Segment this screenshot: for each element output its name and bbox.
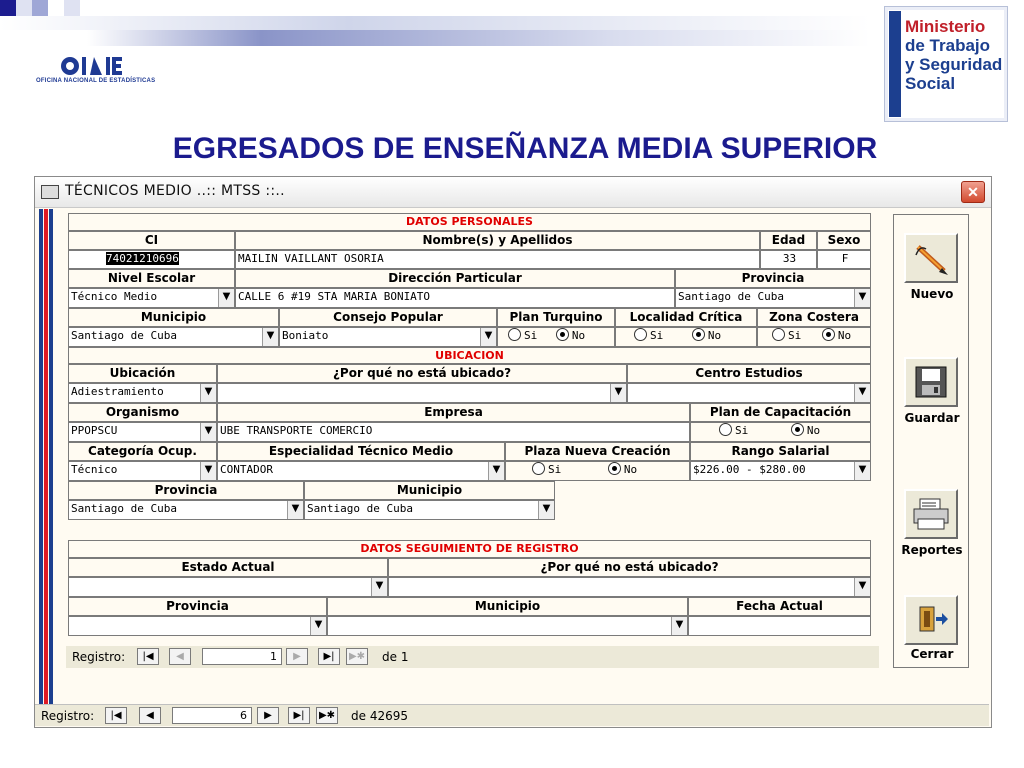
plan-capacitacion-radios bbox=[690, 422, 871, 442]
seg-municipio-select[interactable] bbox=[327, 616, 688, 636]
chevron-down-icon[interactable]: ▼ bbox=[371, 578, 387, 596]
pencil-icon bbox=[906, 235, 956, 281]
decor-square bbox=[16, 0, 32, 16]
subnav-total: 1 bbox=[400, 650, 409, 664]
window-titlebar bbox=[35, 177, 991, 208]
subform-record-navigator bbox=[66, 646, 879, 668]
ministry-line: de Trabajo bbox=[905, 36, 991, 55]
sexo-field[interactable]: F bbox=[817, 250, 871, 269]
chevron-down-icon[interactable]: ▼ bbox=[200, 384, 216, 402]
consejo-popular-select[interactable] bbox=[279, 327, 497, 347]
section-datos-personales: DATOS PERSONALES bbox=[68, 213, 871, 231]
centro-estudios-label: Centro Estudios bbox=[627, 364, 871, 383]
new-record-icon[interactable]: ▶✱ bbox=[346, 648, 368, 665]
nivel-escolar-label: Nivel Escolar bbox=[68, 269, 235, 288]
localidad-no-radio[interactable] bbox=[692, 328, 705, 341]
localidad-critica-label: Localidad Crítica bbox=[615, 308, 757, 327]
rango-salarial-select[interactable] bbox=[690, 461, 871, 481]
seg-provincia-select[interactable] bbox=[68, 616, 327, 636]
nivel-escolar-value: Técnico Medio bbox=[71, 290, 158, 303]
previous-record-icon[interactable]: ◀ bbox=[139, 707, 161, 724]
radio-label: No bbox=[837, 329, 852, 342]
radio-label: No bbox=[806, 424, 821, 437]
form-icon bbox=[41, 185, 59, 199]
ministry-line: y Seguridad bbox=[905, 55, 1003, 74]
ubic-provincia-label: Provincia bbox=[68, 481, 304, 500]
chevron-down-icon[interactable]: ▼ bbox=[200, 462, 216, 480]
especialidad-value: CONTADOR bbox=[220, 463, 273, 476]
stripe bbox=[49, 209, 53, 704]
radio-label: No bbox=[571, 329, 586, 342]
chevron-down-icon[interactable]: ▼ bbox=[854, 578, 870, 596]
consejo-popular-label: Consejo Popular bbox=[279, 308, 497, 327]
porque-select[interactable] bbox=[217, 383, 627, 403]
mainnav-of-label: de bbox=[351, 709, 366, 723]
main-record-navigator bbox=[35, 704, 989, 726]
categoria-value: Técnico bbox=[71, 463, 118, 476]
mainnav-current[interactable]: 6 bbox=[172, 707, 252, 724]
reportes-label: Reportes bbox=[901, 543, 963, 557]
organismo-select[interactable] bbox=[68, 422, 217, 442]
organismo-label: Organismo bbox=[68, 403, 217, 422]
chevron-down-icon[interactable]: ▼ bbox=[480, 328, 496, 346]
chevron-down-icon[interactable]: ▼ bbox=[200, 423, 216, 441]
mainnav-total: 42695 bbox=[369, 709, 409, 723]
first-record-icon[interactable]: |◀ bbox=[105, 707, 127, 724]
section-seguimiento: DATOS SEGUIMIENTO DE REGISTRO bbox=[68, 540, 871, 558]
radio-label: Si bbox=[524, 329, 538, 342]
nombre-label: Nombre(s) y Apellidos bbox=[235, 231, 760, 250]
close-button[interactable]: ✕ bbox=[961, 181, 985, 203]
direccion-label: Dirección Particular bbox=[235, 269, 675, 288]
subnav-of bbox=[382, 650, 408, 664]
cerrar-label: Cerrar bbox=[910, 647, 954, 661]
edad-field[interactable]: 33 bbox=[760, 250, 817, 269]
mainnav-label: Registro: bbox=[41, 709, 95, 723]
chevron-down-icon[interactable]: ▼ bbox=[218, 289, 234, 307]
direccion-field[interactable]: CALLE 6 #19 STA MARIA BONIATO bbox=[235, 288, 675, 308]
especialidad-label: Especialidad Técnico Medio bbox=[217, 442, 505, 461]
plan-capacitacion-si-radio[interactable] bbox=[719, 423, 732, 436]
estado-actual-label: Estado Actual bbox=[68, 558, 388, 577]
organismo-value: PPOPSCU bbox=[71, 424, 118, 437]
radio-label: Si bbox=[788, 329, 802, 342]
seg-porque-label: ¿Por qué no está ubicado? bbox=[388, 558, 871, 577]
plaza-nueva-radios bbox=[505, 461, 690, 481]
plaza-si-radio[interactable] bbox=[532, 462, 545, 475]
one-subtitle: OFICINA NACIONAL DE ESTADÍSTICAS bbox=[36, 78, 156, 84]
decor-square bbox=[0, 0, 16, 16]
categoria-select[interactable] bbox=[68, 461, 217, 481]
fecha-actual-field[interactable] bbox=[688, 616, 871, 636]
empresa-field[interactable]: UBE TRANSPORTE COMERCIO bbox=[217, 422, 690, 442]
rango-salarial-label: Rango Salarial bbox=[690, 442, 871, 461]
decor-square bbox=[64, 0, 80, 16]
flag-stripes bbox=[39, 209, 55, 704]
estado-actual-select[interactable] bbox=[68, 577, 388, 597]
plaza-no-radio[interactable] bbox=[608, 462, 621, 475]
chevron-down-icon[interactable]: ▼ bbox=[671, 617, 687, 635]
last-record-icon[interactable]: ▶| bbox=[288, 707, 310, 724]
next-record-icon[interactable]: ▶ bbox=[286, 648, 308, 665]
ministry-line: Ministerio bbox=[905, 17, 986, 36]
stripe bbox=[44, 209, 48, 704]
provincia-select[interactable] bbox=[675, 288, 871, 308]
chevron-down-icon[interactable]: ▼ bbox=[610, 384, 626, 402]
save-disk-icon bbox=[906, 359, 956, 405]
provincia-value: Santiago de Cuba bbox=[678, 290, 784, 303]
plan-turquino-radios bbox=[497, 327, 615, 347]
zona-no-radio[interactable] bbox=[822, 328, 835, 341]
ubicacion-value: Adiestramiento bbox=[71, 385, 164, 398]
ci-label: CI bbox=[68, 231, 235, 250]
stripe bbox=[39, 209, 43, 704]
cerrar-button[interactable] bbox=[904, 595, 958, 645]
reportes-button[interactable] bbox=[904, 489, 958, 539]
ubic-provincia-select[interactable] bbox=[68, 500, 304, 520]
ministry-logo bbox=[884, 6, 1008, 122]
provincia-label: Provincia bbox=[675, 269, 871, 288]
window-title: TÉCNICOS MEDIO ..:: MTSS ::.. bbox=[65, 183, 285, 199]
municipio-select[interactable] bbox=[68, 327, 279, 347]
last-record-icon[interactable]: ▶| bbox=[318, 648, 340, 665]
ubic-provincia-value: Santiago de Cuba bbox=[71, 502, 177, 515]
radio-label: Si bbox=[650, 329, 664, 342]
guardar-label: Guardar bbox=[904, 411, 960, 425]
chevron-down-icon[interactable]: ▼ bbox=[854, 289, 870, 307]
one-logo bbox=[36, 52, 176, 92]
next-record-icon[interactable]: ▶ bbox=[257, 707, 279, 724]
radio-label: Si bbox=[735, 424, 749, 437]
mainnav-of bbox=[351, 709, 408, 723]
ministry-logo-bar bbox=[889, 11, 901, 117]
chevron-down-icon[interactable]: ▼ bbox=[287, 501, 303, 519]
decor-square bbox=[32, 0, 48, 16]
chevron-down-icon[interactable]: ▼ bbox=[310, 617, 326, 635]
guardar-button[interactable] bbox=[904, 357, 958, 407]
categoria-label: Categoría Ocup. bbox=[68, 442, 217, 461]
plan-capacitacion-label: Plan de Capacitación bbox=[690, 403, 871, 422]
new-record-icon[interactable]: ▶✱ bbox=[316, 707, 338, 724]
ubic-municipio-select[interactable] bbox=[304, 500, 555, 520]
municipio-value: Santiago de Cuba bbox=[71, 329, 177, 342]
empresa-label: Empresa bbox=[217, 403, 690, 422]
ubicacion-label: Ubicación bbox=[68, 364, 217, 383]
localidad-si-radio[interactable] bbox=[634, 328, 647, 341]
rango-salarial-value: $226.00 - $280.00 bbox=[693, 463, 806, 476]
nivel-escolar-select[interactable] bbox=[68, 288, 235, 308]
nuevo-button[interactable] bbox=[904, 233, 958, 283]
subnav-current[interactable]: 1 bbox=[202, 648, 282, 665]
zona-costera-radios bbox=[757, 327, 871, 347]
chevron-down-icon[interactable]: ▼ bbox=[854, 384, 870, 402]
municipio-label: Municipio bbox=[68, 308, 279, 327]
ministry-line: Social bbox=[905, 74, 956, 93]
chevron-down-icon[interactable]: ▼ bbox=[262, 328, 278, 346]
radio-label: No bbox=[623, 463, 638, 476]
ubicacion-select[interactable] bbox=[68, 383, 217, 403]
subnav-of-label: de bbox=[382, 650, 397, 664]
first-record-icon[interactable]: |◀ bbox=[137, 648, 159, 665]
seg-porque-select[interactable] bbox=[388, 577, 871, 597]
previous-record-icon[interactable]: ◀ bbox=[169, 648, 191, 665]
radio-label: Si bbox=[548, 463, 562, 476]
nombre-field[interactable]: MAILIN VAILLANT OSORIA bbox=[235, 250, 760, 269]
plan-turquino-si-radio[interactable] bbox=[508, 328, 521, 341]
plan-turquino-label: Plan Turquino bbox=[497, 308, 615, 327]
plan-turquino-no-radio[interactable] bbox=[556, 328, 569, 341]
action-sidebar bbox=[893, 214, 969, 668]
seg-municipio-label: Municipio bbox=[327, 597, 688, 616]
section-ubicacion: UBICACION bbox=[68, 347, 871, 364]
ci-field[interactable] bbox=[68, 250, 235, 269]
porque-label: ¿Por qué no está ubicado? bbox=[217, 364, 627, 383]
ubic-municipio-label: Municipio bbox=[304, 481, 555, 500]
localidad-critica-radios bbox=[615, 327, 757, 347]
ministry-logo-text bbox=[905, 17, 1002, 93]
chevron-down-icon[interactable]: ▼ bbox=[538, 501, 554, 519]
page-title: EGRESADOS DE ENSEÑANZA MEDIA SUPERIOR bbox=[172, 132, 878, 165]
nuevo-label: Nuevo bbox=[910, 287, 954, 301]
chevron-down-icon[interactable]: ▼ bbox=[488, 462, 504, 480]
fecha-actual-label: Fecha Actual bbox=[688, 597, 871, 616]
seg-provincia-label: Provincia bbox=[68, 597, 327, 616]
zona-si-radio[interactable] bbox=[772, 328, 785, 341]
printer-icon bbox=[906, 491, 956, 537]
header-gradient-bar bbox=[0, 30, 870, 46]
centro-estudios-select[interactable] bbox=[627, 383, 871, 403]
subnav-label: Registro: bbox=[72, 650, 126, 664]
zona-costera-label: Zona Costera bbox=[757, 308, 871, 327]
ci-value: 74021210696 bbox=[106, 252, 179, 265]
plaza-nueva-label: Plaza Nueva Creación bbox=[505, 442, 690, 461]
especialidad-select[interactable] bbox=[217, 461, 505, 481]
sexo-label: Sexo bbox=[817, 231, 871, 250]
ubic-municipio-value: Santiago de Cuba bbox=[307, 502, 413, 515]
edad-label: Edad bbox=[760, 231, 817, 250]
plan-capacitacion-no-radio[interactable] bbox=[791, 423, 804, 436]
radio-label: No bbox=[707, 329, 722, 342]
exit-door-icon bbox=[906, 597, 956, 643]
consejo-popular-value: Boniato bbox=[282, 329, 329, 342]
chevron-down-icon[interactable]: ▼ bbox=[854, 462, 870, 480]
